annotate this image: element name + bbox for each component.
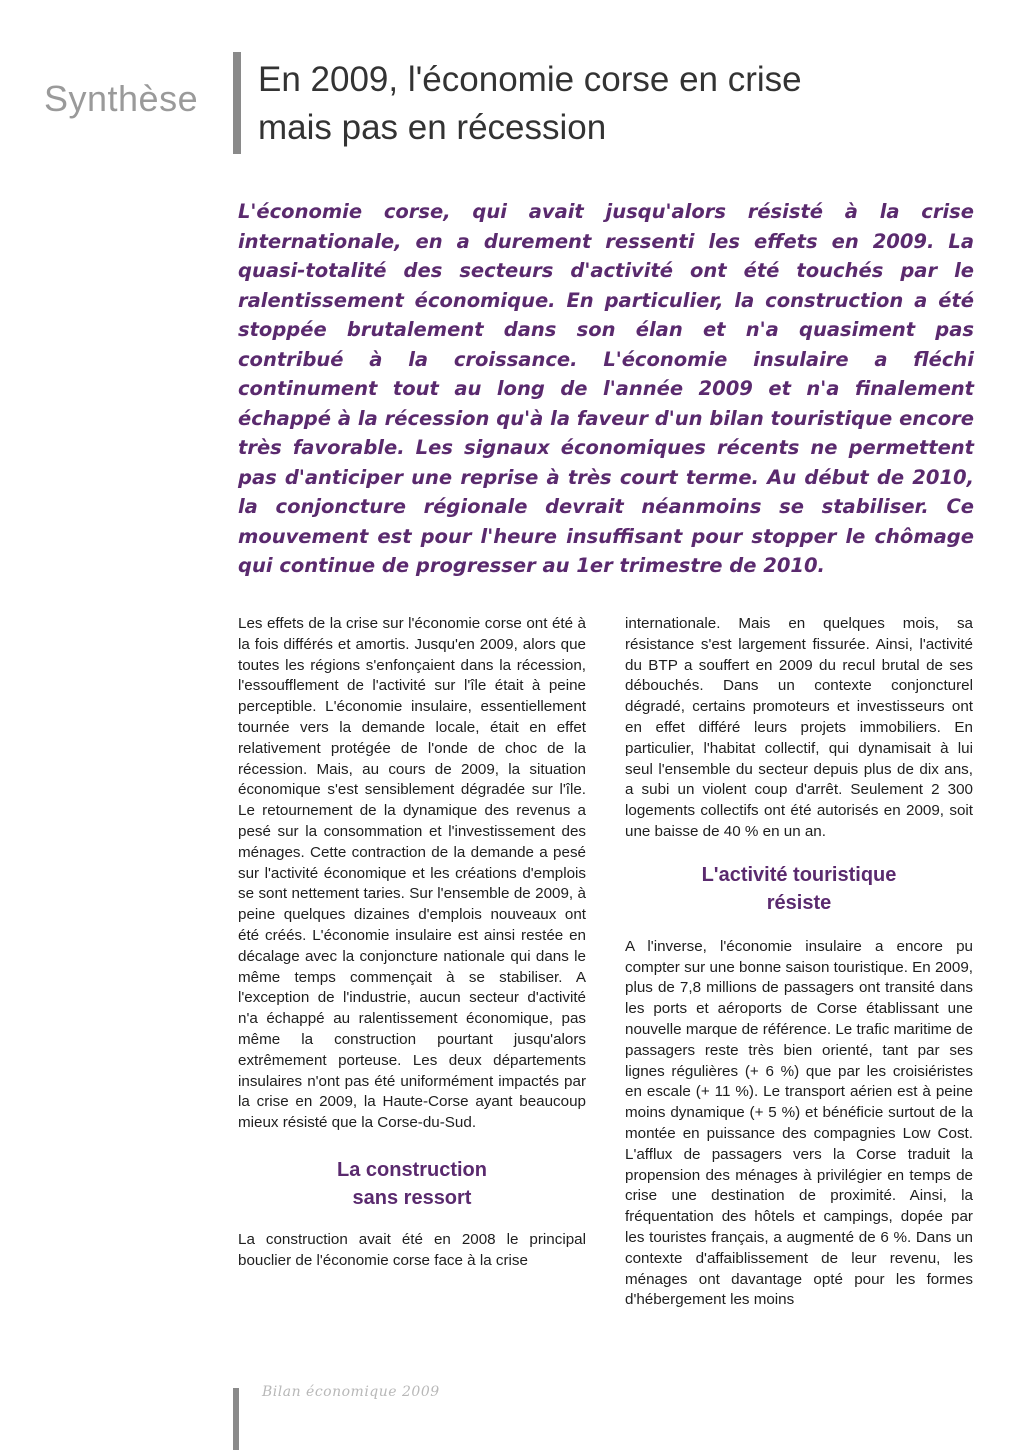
- page-title-line1: En 2009, l'économie corse en crise: [258, 60, 802, 99]
- left-column: [238, 614, 586, 1272]
- right-paragraph-2: A l'inverse, l'économie insulaire a encore pu compter sur une bonne saison touristique. En 2009, plus de 7,8 millions de passagers ont transité dans les ports et aéroports de Corse établissant une nouvelle marque de référence. Le trafic maritime de passagers reste très bien orienté, tant par ses lignes régulières (+ 6 %) que par les croisiéristes en escale (+ 11 %). Le transport aérien est à peine moins dynamique (+ 5 %) et bénéficie surtout de la montée en puissance des compagnies Low Cost. L'afflux de passagers vers la Corse traduit la propension des ménages à privilégier en temps de crise une destination de proximité. Ainsi, la fréquentation des hôtels et campings, dopée par les touristes français, a augmenté de 6 %. Dans un contexte d'affaiblissement de leur revenu, les ménages ont davantage opté pour les formes d'hébergement les moins: [625, 937, 973, 1309]
- subhead-construction-line1: La construction: [336, 1158, 487, 1181]
- title-accent-bar: [233, 52, 241, 154]
- footer-publication-title: Bilan économique 2009: [262, 1384, 440, 1400]
- left-paragraph-2: La construction avait été en 2008 le principal bouclier de l'économie corse face à la crise: [238, 1230, 586, 1269]
- subhead-construction: [238, 1156, 586, 1212]
- right-column: [625, 614, 973, 1311]
- page-title-line2: mais pas en récession: [258, 108, 607, 147]
- right-paragraph-1: internationale. Mais en quelques mois, sa résistance s'est largement fissurée. Ainsi, l'activité du BTP a souffert en 2009 du recul brutal de ses débouchés. Dans un contexte conjoncturel dégradé, certains promoteurs et investisseurs ont en effet différé leurs projets immobiliers. En particulier, l'habitat collectif, qui dynamisait à lui seul l'ensemble du secteur depuis plus de dix ans, a subi un violent coup d'arrêt. Seulement 2 300 logements collectifs ont été autorisés en 2009, soit une baisse de 40 % en un an.: [625, 615, 973, 840]
- page-title: [258, 56, 958, 152]
- intro-summary: L'économie corse, qui avait jusqu'alors résisté à la crise internationale, en a durement ressenti les effets en 2009. La quasi-totalité des secteurs d'activité ont été touchés par le ralentissement économique. En particulier, la construction a été stoppée brutalement dans son élan et n'a quasiment pas contribué à la croissance. L'économie insulaire a fléchi continument tout au long de l'année 2009 et n'a finalement échappé à la récession qu'à la faveur d'un bilan touristique encore très favorable. Les signaux économiques récents ne permettent pas d'anticiper une reprise à très court terme. Au début de 2010, la conjoncture régionale devrait néanmoins se stabiliser. Ce mouvement est pour l'heure insuffisant pour stopper le chômage qui continue de progresser au 1er trimestre de 2010.: [238, 200, 974, 577]
- left-paragraph-1: Les effets de la crise sur l'économie corse ont été à la fois différés et amortis. Jusqu'en 2009, alors que toutes les régions s'enfonçaient dans la récession, l'essoufflement de l'activité sur l'île était à peine perceptible. L'économie insulaire, essentiellement tournée vers la demande locale, était en effet relativement protégée de l'onde de choc de la récession. Mais, au cours de 2009, la situation économique s'est sensiblement dégradée sur l'île. Le retournement de la dynamique des revenus a pesé sur la consommation et l'investissement des ménages. Cette contraction de la demande a pesé sur l'activité économique et les créations d'emplois se sont nettement taries. Sur l'ensemble de 2009, à peine quelques dizaines d'emplois nouveaux ont été créés. L'économie insulaire est ainsi restée en décalage avec la conjoncture nationale qui dans le même temps commençait à se stabiliser. A l'exception de l'industrie, aucun secteur d'activité n'a échappé au ralentissement économique, pas même la construction pourtant jusqu'alors extrêmement porteuse. Les deux départements insulaires n'ont pas été uniformément impactés par la crise en 2009, la Haute-Corse ayant beaucoup mieux résisté que la Corse-du-Sud.: [238, 615, 586, 1132]
- subhead-tourism-line1: L'activité touristique: [701, 863, 897, 886]
- subhead-tourism: [625, 861, 973, 917]
- footer-accent-bar: [233, 1388, 239, 1450]
- subhead-tourism-line2: résiste: [766, 891, 832, 914]
- subhead-construction-line2: sans ressort: [352, 1186, 472, 1209]
- section-label: Synthèse: [44, 78, 199, 119]
